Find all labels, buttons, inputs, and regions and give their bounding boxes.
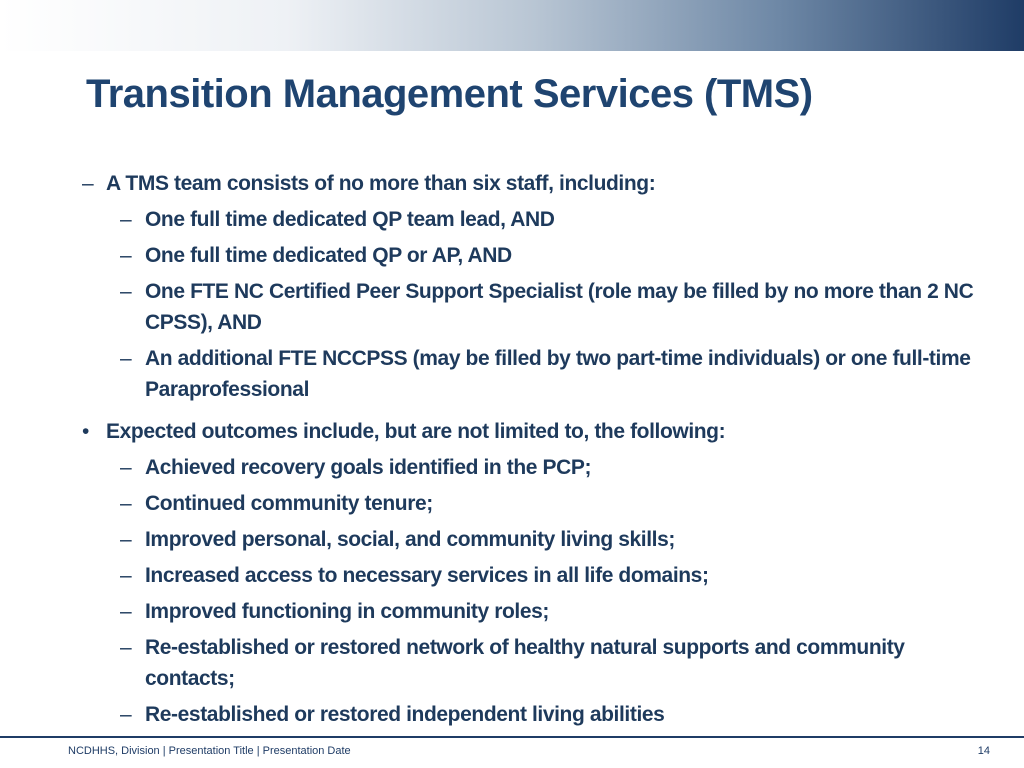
slide-content bbox=[82, 168, 982, 730]
sub-item bbox=[82, 596, 982, 627]
page-number: 14 bbox=[977, 745, 990, 757]
dash-icon: – bbox=[120, 600, 132, 623]
dash-icon: – bbox=[120, 208, 132, 231]
sub-item-text: One full time dedicated QP or AP, AND bbox=[145, 244, 512, 267]
bullet-icon: • bbox=[82, 420, 89, 443]
sub-item-text: One FTE NC Certified Peer Support Specialist (role may be filled by no more than 2 NC CPSS), AND bbox=[145, 280, 974, 334]
sub-item-text: An additional FTE NCCPSS (may be filled by two part-time individuals) or one full-time Paraprofessional bbox=[145, 347, 971, 401]
sub-item bbox=[82, 452, 982, 483]
sub-item bbox=[82, 488, 982, 519]
dash-icon: – bbox=[120, 564, 132, 587]
bullet-item bbox=[82, 168, 982, 199]
sub-item-text: One full time dedicated QP team lead, AND bbox=[145, 208, 555, 231]
sub-item-text: Improved functioning in community roles; bbox=[145, 600, 550, 623]
bullet-text: A TMS team consists of no more than six staff, including: bbox=[106, 172, 656, 195]
sub-item-text: Continued community tenure; bbox=[145, 492, 433, 515]
sub-item bbox=[82, 699, 982, 730]
sub-item-text: Re-established or restored independent living abilities bbox=[145, 703, 665, 726]
dash-icon: – bbox=[120, 636, 132, 659]
bullet-item bbox=[82, 416, 982, 447]
bullet-text: Expected outcomes include, but are not limited to, the following: bbox=[106, 420, 726, 443]
sub-item-text: Achieved recovery goals identified in the PCP; bbox=[145, 456, 592, 479]
sub-item bbox=[82, 560, 982, 591]
sub-item bbox=[82, 204, 982, 235]
sub-item-text: Re-established or restored network of healthy natural supports and community contacts; bbox=[145, 636, 905, 690]
dash-icon: – bbox=[120, 528, 132, 551]
bullet-group-outcomes bbox=[82, 416, 982, 730]
dash-icon: – bbox=[120, 244, 132, 267]
slide-title: Transition Management Services (TMS) bbox=[86, 72, 813, 116]
sub-item bbox=[82, 524, 982, 555]
dash-icon: – bbox=[120, 456, 132, 479]
sub-item bbox=[82, 240, 982, 271]
footer-divider bbox=[0, 736, 1024, 738]
sub-item-text: Increased access to necessary services in all life domains; bbox=[145, 564, 709, 587]
dash-icon: – bbox=[120, 347, 132, 370]
dash-icon: – bbox=[120, 280, 132, 303]
sub-item-text: Improved personal, social, and community living skills; bbox=[145, 528, 675, 551]
header-gradient-bar bbox=[0, 0, 1024, 51]
bullet-icon: – bbox=[82, 172, 94, 195]
sub-item bbox=[82, 632, 982, 694]
dash-icon: – bbox=[120, 703, 132, 726]
dash-icon: – bbox=[120, 492, 132, 515]
footer-text: NCDHHS, Division | Presentation Title | Presentation Date bbox=[68, 745, 351, 757]
bullet-group-team bbox=[82, 168, 982, 405]
sub-item bbox=[82, 276, 982, 338]
sub-item bbox=[82, 343, 982, 405]
